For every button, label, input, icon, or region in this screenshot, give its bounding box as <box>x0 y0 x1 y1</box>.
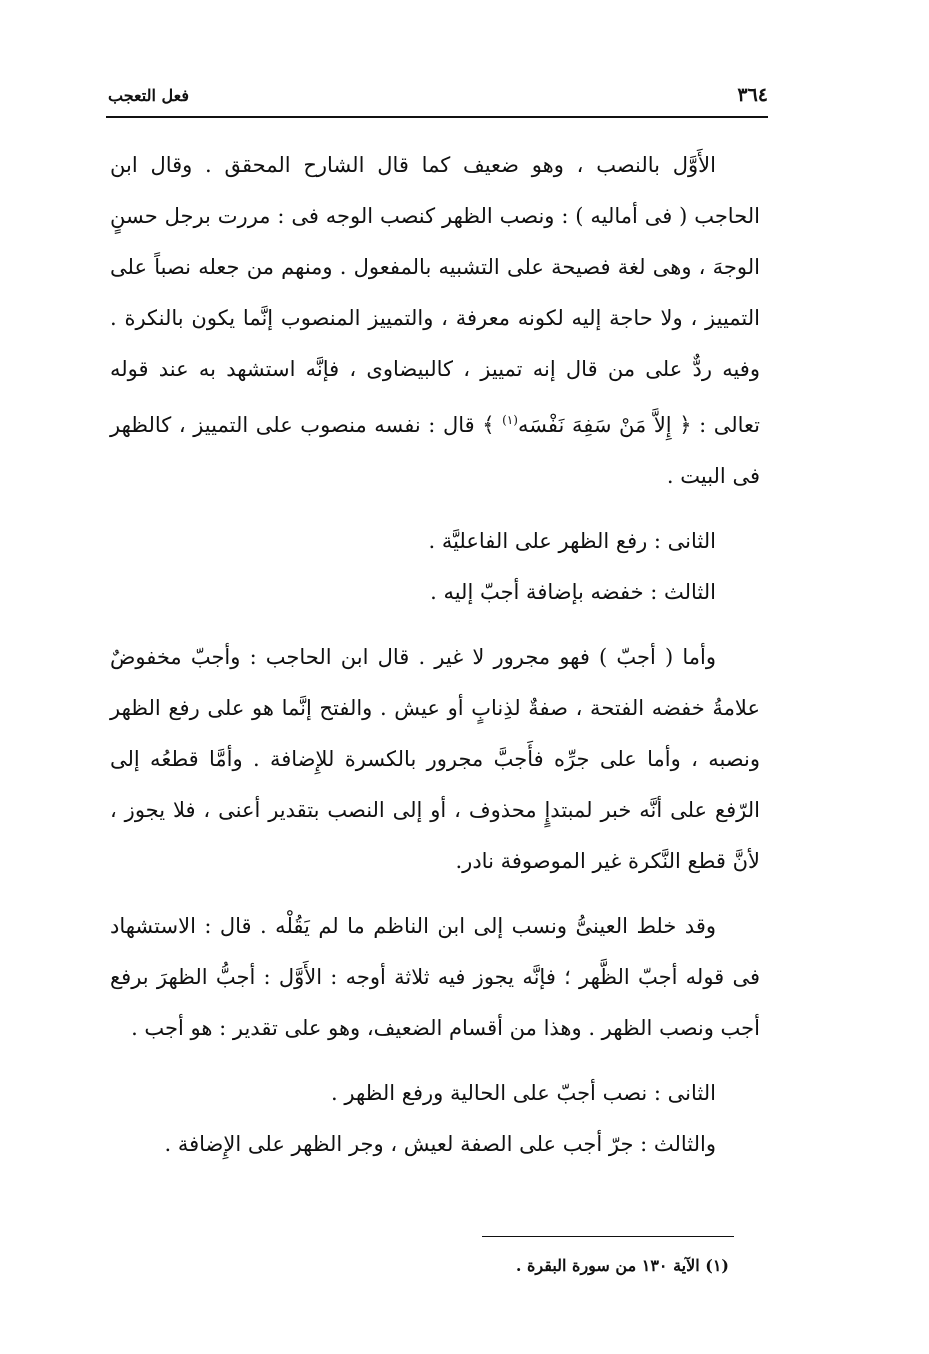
header-rule <box>106 116 768 118</box>
running-title: فعل التعجب <box>108 86 189 105</box>
footnote: (١) الآية ١٣٠ من سورة البقرة . <box>515 1256 729 1275</box>
page-number: ٣٦٤ <box>737 84 768 106</box>
paragraph-5: وقد خلط العينىُّ ونسب إلى ابن الناظم ما لم يَقُلْه . قال : الاستشهاد فى قوله أجبّ الظَّهر ؛ فإنَّه يجوز فيه ثلاثة أوجه : الأَوَّل : أجبُّ الظهرَ برفع أجب ونصب الظهر . وهذا من أقسام الضعيف، وهو على تقدير : هو أجب . <box>110 914 760 1040</box>
paragraph-4: وأما ( أجبّ ) فهو مجرور لا غير . قال ابن الحاجب : وأجبّ مخفوضٌ علامةُ خفضه الفتحة ، صفةٌ لذِنابٍ أو عيش . والفتح إنَّما هو على رفع الظهر ونصبه ، وأما على جرِّه فأَجبَّ مجرور بالكسرة للإِضافة . وأمَّا قطعُه إلى الرّفع على أنَّه خبر لمبتدإٍ محذوف ، أو إلى النصب بتقدير أعنى ، فلا يجوز ، لأنَّ قطع النَّكرة غير الموصوفة نادر. <box>110 645 760 873</box>
paragraph-1-text: الأَوَّل بالنصب ، وهو ضعيف كما قال الشارح المحقق . وقال ابن الحاجب ( فى أماليه ) : ونصب الظهر كنصب الوجه فى : مررت برجل حسنٍ الوجهَ ، وهى لغة فصيحة على التشبيه بالمفعول . ومنهم من جعله نصباً على التمييز ، ولا حاجة إليه لكونه معرفة ، والتمييز المنصوب إنَّما يكون بالنكرة . وفيه ردٌّ على من قال إنه تمييز ، كالبيضاوى ، فإنَّه استشهد به عند قوله تعالى : ﴿ إِلاَّ مَنْ سَفِهَ نَفْسَه <box>110 153 760 437</box>
page-body <box>110 140 760 1170</box>
paragraph-7: والثالث : جرّ أجب على الصفة لعيش ، وجر الظهر على الإِضافة . <box>164 1132 716 1156</box>
page-header <box>108 84 768 114</box>
paragraph-2: الثانى : رفع الظهر على الفاعليَّة . <box>428 529 716 553</box>
paragraph-1 <box>110 140 760 502</box>
footnote-reference: (١) <box>502 413 518 427</box>
footnote-rule <box>482 1236 734 1237</box>
paragraph-3: الثالث : خفضه بإضافة أجبّ إليه . <box>430 580 716 604</box>
paragraph-1-end: ﴾ قال : نفسه منصوب على التمييز ، كالظهر فى البيت . <box>110 413 760 488</box>
paragraph-6: الثانى : نصب أجبّ على الحالية ورفع الظهر . <box>331 1081 716 1105</box>
